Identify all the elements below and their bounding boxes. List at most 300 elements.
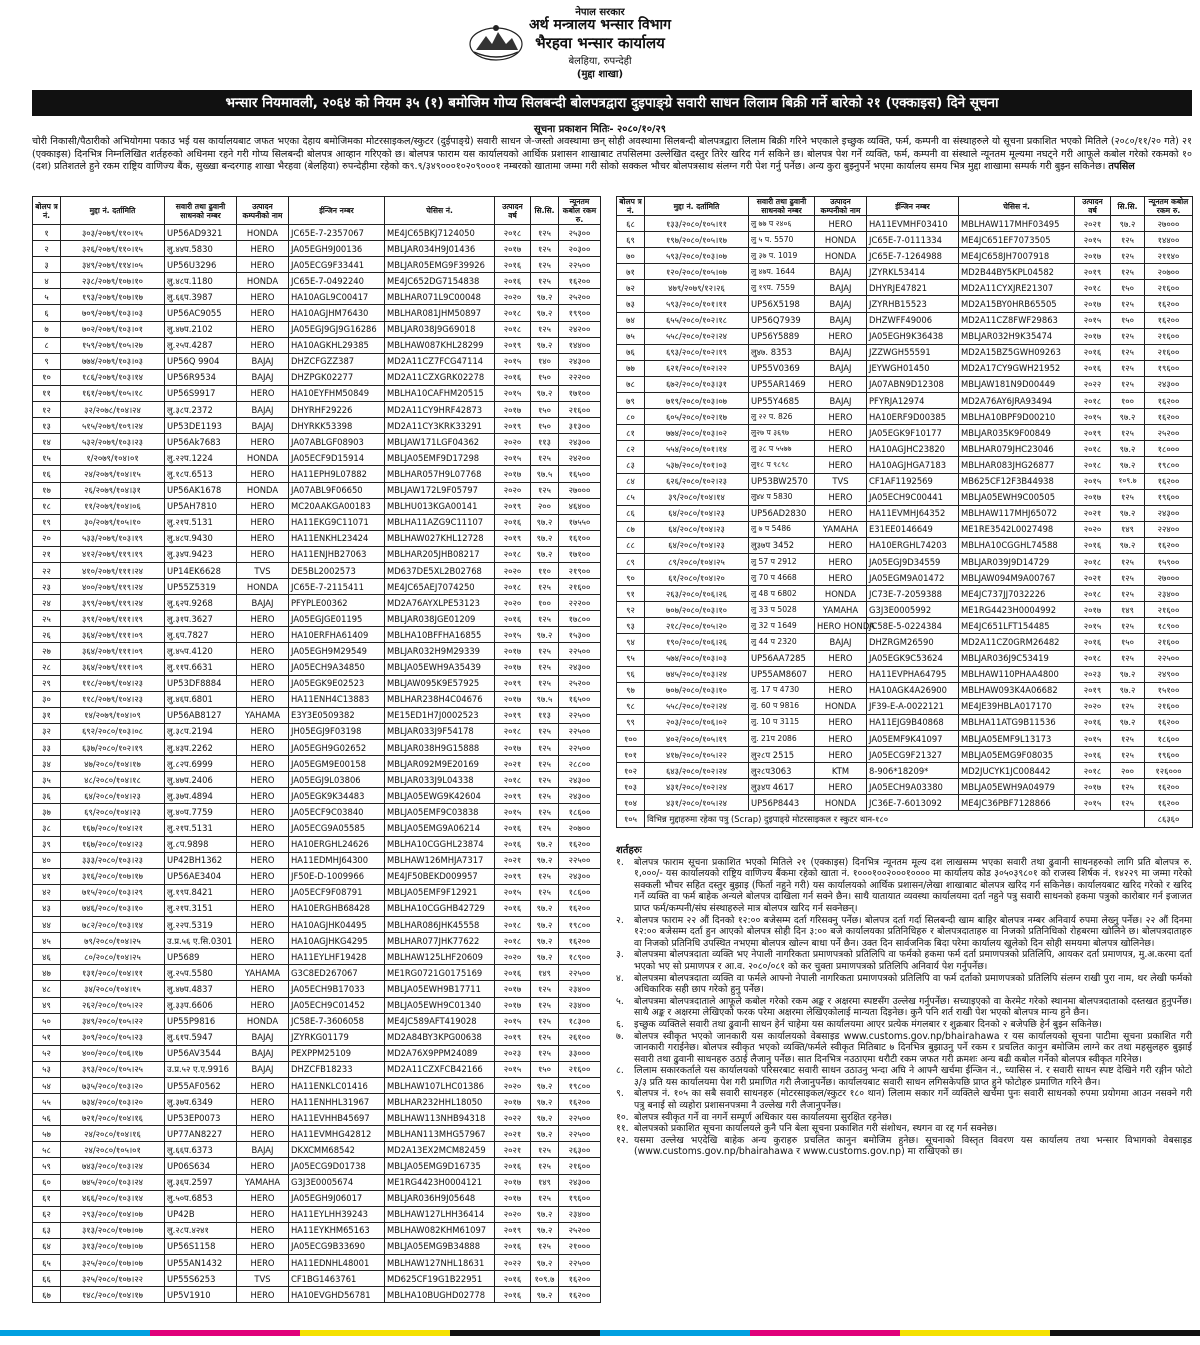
cell-engine-no: JA05ECG9F21327 xyxy=(867,747,959,763)
table-row xyxy=(617,537,1193,553)
condition-item xyxy=(616,857,1192,915)
cell-min-bid: १९९०० xyxy=(559,305,601,321)
cell-bid-no: १४ xyxy=(33,434,61,450)
table-row xyxy=(33,1077,601,1093)
cell-chassis-no: MD2A11CZ0GRM26482 xyxy=(959,634,1075,650)
cell-cc: ९७.२ xyxy=(531,900,559,916)
cell-chassis-no: MD2A15BZ5GWH09263 xyxy=(959,344,1075,360)
cell-bid-no: ४२ xyxy=(33,884,61,900)
cell-bid-no: ४७ xyxy=(33,965,61,981)
cell-min-bid: १६२०० xyxy=(559,1094,601,1110)
cell-engine-no: JA05ECH9A34850 xyxy=(289,659,385,675)
cell-year: २०१६ xyxy=(495,836,531,852)
column-header-engine-no: ईन्जिन नम्बर xyxy=(289,197,385,225)
cell-bid-no: ५० xyxy=(33,1013,61,1029)
cell-maker: HERO xyxy=(237,1190,289,1206)
table-row xyxy=(33,949,601,965)
cell-maker: BAJAJ xyxy=(237,1061,289,1077)
cell-bid-no: ३ xyxy=(33,257,61,273)
cell-case-no: ५३७/२०८०/१०१।०३ xyxy=(645,457,749,473)
cell-engine-no: HA10EYFHM50849 xyxy=(289,385,385,401)
cell-vehicle-no: लु.४८प.9430 xyxy=(165,530,237,546)
cell-cc: १२५ xyxy=(1111,650,1145,666)
cell-cc: ११३ xyxy=(531,434,559,450)
cell-year: २०२३ xyxy=(495,1045,531,1061)
table-row xyxy=(617,553,1193,569)
cell-year: २०१६ xyxy=(495,1287,531,1303)
cell-vehicle-no: लु.२१प.3151 xyxy=(165,900,237,916)
cell-engine-no: JC36E-7-6013092 xyxy=(867,795,959,811)
cell-year: २०१८ xyxy=(1075,393,1111,409)
cell-year: २०१७ xyxy=(495,997,531,1013)
cell-maker: BAJAJ xyxy=(237,1029,289,1045)
cell-engine-no: HA10AGJHC23820 xyxy=(867,441,959,457)
cell-year: २०१५ xyxy=(1075,232,1111,248)
table-row xyxy=(617,505,1193,521)
cell-cc: ९७.२ xyxy=(531,385,559,401)
cell-min-bid: २४३०० xyxy=(559,353,601,369)
table-row xyxy=(33,1045,601,1061)
cell-cc: १५० xyxy=(1111,312,1145,328)
column-header-cc: सि.सि. xyxy=(531,197,559,225)
cell-maker: HERO xyxy=(237,241,289,257)
cell-maker: YAMAHA xyxy=(237,1174,289,1190)
cell-year: २०१८ xyxy=(495,917,531,933)
cell-min-bid: २४२०० xyxy=(559,450,601,466)
cell-vehicle-no: लु ४७प. 1644 xyxy=(749,264,815,280)
cell-case-no: ३०३/२०७९/११०।१५ xyxy=(61,225,165,241)
cell-min-bid: १८६०० xyxy=(559,884,601,900)
table-row xyxy=(33,965,601,981)
cell-case-no: ३२५/२०८०/१०७।०७ xyxy=(61,1255,165,1271)
cell-bid-no: ११ xyxy=(33,385,61,401)
cell-vehicle-no: लु 70 प 4668 xyxy=(749,570,815,586)
cell-chassis-no: MBLJA05EMG9B34888 xyxy=(385,1238,495,1254)
cell-cc: ९७.२ xyxy=(531,949,559,965)
cell-bid-no: ५४ xyxy=(33,1077,61,1093)
color-swatch xyxy=(1050,1330,1200,1336)
cell-engine-no: HA10AGJHGA7183 xyxy=(867,457,959,473)
cell-chassis-no: MD2A76AYXLPE53123 xyxy=(385,595,495,611)
cell-engine-no: JA05EGH9K36438 xyxy=(867,328,959,344)
cell-engine-no: PEXPPM25109 xyxy=(289,1045,385,1061)
cell-maker: HERO xyxy=(815,650,867,666)
cell-vehicle-no: लु२८प 2515 xyxy=(749,747,815,763)
cell-case-no: ५७४/२०८०/१०३।०३ xyxy=(645,650,749,666)
cell-case-no: ३४/२०८०/१०४।१५ xyxy=(61,981,165,997)
cell-engine-no: JA05ECG9D01738 xyxy=(289,1158,385,1174)
cell-chassis-no: MBLHAR086JHK45558 xyxy=(385,917,495,933)
cell-case-no: ११८/२०७९/१०४।२३ xyxy=(61,691,165,707)
cell-min-bid: २०७०० xyxy=(559,820,601,836)
cell-maker: BAJAJ xyxy=(237,369,289,385)
cell-cc: १२५ xyxy=(531,804,559,820)
cell-cc: १२५ xyxy=(531,611,559,627)
cell-min-bid: १८९०० xyxy=(1145,618,1193,634)
cell-engine-no: HA10AGK4A26900 xyxy=(867,682,959,698)
cell-bid-no: १०२ xyxy=(617,763,645,779)
cell-year: २०१८ xyxy=(495,225,531,241)
cell-year: २०१९ xyxy=(495,530,531,546)
cell-vehicle-no: लु ५ प. 5570 xyxy=(749,232,815,248)
section-name: (मुद्दा शाखा) xyxy=(576,69,624,80)
cell-case-no: ७८२/२०८०/१०३।१४ xyxy=(61,917,165,933)
cell-chassis-no: ME4JC651EF7073505 xyxy=(959,232,1075,248)
cell-min-bid: २४३०० xyxy=(1145,376,1193,392)
cell-vehicle-no: लु 48 प 6802 xyxy=(749,586,815,602)
cell-chassis-no: MBLJAR038J9G69018 xyxy=(385,321,495,337)
cell-maker: HERO xyxy=(237,1126,289,1142)
cell-min-bid: १८९०० xyxy=(559,949,601,965)
condition-item xyxy=(616,949,1192,972)
cell-cc: ९७.२ xyxy=(531,337,559,353)
cell-min-bid: १७५५० xyxy=(559,514,601,530)
cell-vehicle-no: UP56R9534 xyxy=(165,369,237,385)
cell-cc: १२५ xyxy=(531,241,559,257)
cell-chassis-no: MBLHAW127LHH36414 xyxy=(385,1206,495,1222)
cell-year: २०१५ xyxy=(495,450,531,466)
condition-item xyxy=(616,1065,1192,1088)
cell-bid-no: ५७ xyxy=(33,1126,61,1142)
cell-vehicle-no: UP55Y4685 xyxy=(749,393,815,409)
cell-engine-no: HA11EJG9B40868 xyxy=(867,714,959,730)
cell-cc: ९७.२ xyxy=(531,1206,559,1222)
cell-engine-no: HA11ENH4C13883 xyxy=(289,691,385,707)
cell-case-no: ७३४/२०८०/१०३।२० xyxy=(61,1094,165,1110)
cell-min-bid: १६५०० xyxy=(559,691,601,707)
column-header-maker: उत्पादन कम्पनीको नाम xyxy=(237,197,289,225)
table-row xyxy=(33,530,601,546)
table-row xyxy=(33,1174,601,1190)
cell-year: २०१७ xyxy=(495,691,531,707)
cell-vehicle-no: लु२७ प ३६९७ xyxy=(749,425,815,441)
cell-vehicle-no: UP55AR1469 xyxy=(749,376,815,392)
cell-engine-no: HA10ERGHL74203 xyxy=(867,537,959,553)
cell-case-no: २४/२०८०/१०५।०१ xyxy=(61,1142,165,1158)
table-row xyxy=(617,731,1193,747)
table-row xyxy=(617,344,1193,360)
cell-year: २०१७ xyxy=(1075,248,1111,264)
cell-min-bid: २१६०० xyxy=(1145,634,1193,650)
cell-maker: BAJAJ xyxy=(815,634,867,650)
table-row xyxy=(617,409,1193,425)
column-header-chassis-no: चेसिस नं. xyxy=(385,197,495,225)
cell-year: २०१५ xyxy=(495,1061,531,1077)
cell-engine-no: JC65E-7-2357067 xyxy=(289,225,385,241)
cell-chassis-no: MD2A11CY9HRF42873 xyxy=(385,402,495,418)
cell-vehicle-no: लु.४३प.2262 xyxy=(165,740,237,756)
cell-chassis-no: MBLHA10CGGHL23874 xyxy=(385,836,495,852)
cell-year: २०१९ xyxy=(495,418,531,434)
cell-chassis-no: MBLJAW095K9E57925 xyxy=(385,675,495,691)
cell-vehicle-no: लु.३८प.2194 xyxy=(165,723,237,739)
cell-chassis-no: ME15ED1H7J0002523 xyxy=(385,707,495,723)
cell-vehicle-no: लु.४७प.2406 xyxy=(165,772,237,788)
cell-vehicle-no: UP56AE3404 xyxy=(165,868,237,884)
cell-min-bid: २१६०० xyxy=(559,579,601,595)
cell-chassis-no: ME1RG4423H0004121 xyxy=(385,1174,495,1190)
cell-maker: HERO xyxy=(815,779,867,795)
cell-year: २०२० xyxy=(1075,698,1111,714)
cell-chassis-no: MD2JUCYK1JC008442 xyxy=(959,763,1075,779)
cell-min-bid: १८००० xyxy=(1145,441,1193,457)
cell-engine-no: HA10AGJHM76430 xyxy=(289,305,385,321)
cell-bid-no: १०० xyxy=(617,731,645,747)
cell-maker: HERO xyxy=(237,675,289,691)
cell-year: २०२२ xyxy=(495,1255,531,1271)
cell-min-bid: २२५०० xyxy=(559,740,601,756)
cell-min-bid: २२२०० xyxy=(559,369,601,385)
cell-min-bid: १५३०० xyxy=(559,627,601,643)
cell-year: २०२० xyxy=(495,1206,531,1222)
cell-vehicle-no: लु ७७ प २४०६ xyxy=(749,216,815,232)
cell-engine-no: HA11ENJHB27063 xyxy=(289,546,385,562)
intro-tail: तपसिल xyxy=(1108,161,1135,173)
table-row xyxy=(617,714,1193,730)
cell-engine-no: JA05ECH9C00441 xyxy=(867,489,959,505)
cell-vehicle-no: UP56AD2830 xyxy=(749,505,815,521)
cell-maker: HERO xyxy=(237,900,289,916)
cell-year: २०१७ xyxy=(495,643,531,659)
cell-engine-no: JA05EGM9A01472 xyxy=(867,570,959,586)
cell-chassis-no: MBLJA05EWH9A35439 xyxy=(385,659,495,675)
cell-bid-no: ४८ xyxy=(33,981,61,997)
vehicle-table-right xyxy=(616,196,1193,828)
cell-engine-no: JC65E-7-0111334 xyxy=(867,232,959,248)
cell-maker: HONDA xyxy=(237,273,289,289)
cell-bid-no: ४३ xyxy=(33,900,61,916)
cell-case-no: १/२०७९/१०४।०१ xyxy=(61,450,165,466)
color-swatch xyxy=(900,1330,1050,1336)
column-header-vehicle-no: सवारी तथा ढुवानी साधनको नम्बर xyxy=(749,197,815,216)
cell-case-no: ४७/२०८०/१०४।१७ xyxy=(61,756,165,772)
cell-cc: १२५ xyxy=(1111,553,1145,569)
table-row xyxy=(617,586,1193,602)
table-row xyxy=(617,650,1193,666)
cell-min-bid: २११४० xyxy=(1145,248,1193,264)
cell-bid-no: २९ xyxy=(33,675,61,691)
cell-min-bid: २३४०० xyxy=(559,997,601,1013)
cell-bid-no: १ xyxy=(33,225,61,241)
cell-min-bid: २५२०० xyxy=(559,1222,601,1238)
cell-maker: HONDA xyxy=(815,698,867,714)
cell-case-no: ७१५/२०८०/१०३।२९ xyxy=(61,884,165,900)
condition-number: ५. xyxy=(616,995,624,1007)
cell-vehicle-no: UP55AF0562 xyxy=(165,1077,237,1093)
cell-min-bid: २२५०० xyxy=(559,1255,601,1271)
cell-case-no: १४८/२०८०/१०४।१७ xyxy=(61,1287,165,1303)
cell-bid-no: ६६ xyxy=(33,1271,61,1287)
cell-case-no: ४००/२०७९/११९।२४ xyxy=(61,579,165,595)
condition-text: बोलपत्रमा बोलपत्रदाताले आफूले कबोल गरेको रकम अङ्क र अक्षरमा स्पष्टसँग उल्लेख गर्नुपर्नेछ। सच्याइएको वा केरमेट गरेको स्थानमा बोलपत्रदाताको दस्तखत हुनुपर्नेछ। साथै अङ्क र अक्षरमा लेखिएको फरक परेमा अक्षरमा लेखिएकोलाई मान्यता दिइनेछ। कुनै पनि शर्त राखी पेश भएको बोलपत्र मान्य हुने छैन। xyxy=(634,995,1192,1019)
cell-cc: ११३ xyxy=(531,707,559,723)
ministry-name: अर्थ मन्त्रालय भन्सार विभाग xyxy=(528,17,672,33)
column-header-maker: उत्पादन कम्पनीको नाम xyxy=(815,197,867,216)
condition-number: ३. xyxy=(616,949,624,961)
cell-case-no: ६७२/२०८०/१०३।३१ xyxy=(645,376,749,392)
cell-vehicle-no: लु 44 प 2320 xyxy=(749,634,815,650)
table-row xyxy=(33,1158,601,1174)
table-row xyxy=(33,611,601,627)
cell-chassis-no: MBLJAW171LGF04362 xyxy=(385,434,495,450)
cell-chassis-no: ME4JC65AEJ7074250 xyxy=(385,579,495,595)
cell-year: २०१९ xyxy=(495,1222,531,1238)
cell-bid-no: ५१ xyxy=(33,1029,61,1045)
cell-bid-no: ३१ xyxy=(33,707,61,723)
cell-chassis-no: MBLJAR034H9J01436 xyxy=(385,241,495,257)
cell-year: २०१७ xyxy=(495,740,531,756)
cell-min-bid: २५२०० xyxy=(559,289,601,305)
cell-chassis-no: MBLHA10BFFHA16855 xyxy=(385,627,495,643)
cell-chassis-no: MBLHAR071L9C00048 xyxy=(385,289,495,305)
cell-cc: १२५ xyxy=(531,643,559,659)
intro-paragraph xyxy=(32,136,1192,174)
cell-case-no: ७०९/२०७९/१०३।०३ xyxy=(61,305,165,321)
cell-maker: HERO xyxy=(237,949,289,965)
cell-maker: BAJAJ xyxy=(237,1142,289,1158)
cell-case-no: ३१३/२०८०/१०७।०७ xyxy=(61,1222,165,1238)
cell-maker: BAJAJ xyxy=(237,595,289,611)
cell-min-bid: २२४०० xyxy=(1145,521,1193,537)
cell-year: २०१९ xyxy=(1075,264,1111,280)
cell-maker: HERO xyxy=(237,981,289,997)
cell-min-bid: २२५०० xyxy=(559,723,601,739)
cell-bid-no: ८८ xyxy=(617,537,645,553)
table-row xyxy=(33,337,601,353)
cell-cc: ११० xyxy=(531,562,559,578)
cell-maker: HERO xyxy=(815,425,867,441)
cell-case-no: २४/२०८०/१०४।१६ xyxy=(61,1126,165,1142)
cell-maker: TVS xyxy=(237,1271,289,1287)
cell-cc: ९७.२ xyxy=(1111,441,1145,457)
cell-maker: HERO xyxy=(815,505,867,521)
cell-year: २०१७ xyxy=(1075,602,1111,618)
cell-year: २०१८ xyxy=(1075,280,1111,296)
cell-engine-no: PFYRJA12974 xyxy=(867,393,959,409)
cell-engine-no: DHZCFB18233 xyxy=(289,1061,385,1077)
table-row xyxy=(617,698,1193,714)
cell-cc: १२५ xyxy=(531,1238,559,1254)
table-row xyxy=(33,627,601,643)
cell-vehicle-no: UP56U3296 xyxy=(165,257,237,273)
cell-engine-no: HA10ERGHB68428 xyxy=(289,900,385,916)
cell-cc: ९७.२ xyxy=(531,305,559,321)
cell-maker: HERO xyxy=(815,570,867,586)
cell-chassis-no: MBLJA05EMG9F08035 xyxy=(959,747,1075,763)
cell-case-no: ६३७/२०८०/१०२।१९ xyxy=(61,740,165,756)
cell-case-no: ६२१/२०८०/१०२।२२ xyxy=(645,360,749,376)
cell-year: २०१५ xyxy=(1075,618,1111,634)
cell-year: २०१६ xyxy=(1075,747,1111,763)
table-row xyxy=(617,795,1193,811)
cell-year: २०१७ xyxy=(495,1174,531,1190)
cell-engine-no: JC58E-7-3606058 xyxy=(289,1013,385,1029)
table-row xyxy=(33,579,601,595)
cell-year: २०१६ xyxy=(1075,634,1111,650)
cell-cc: १५० xyxy=(531,369,559,385)
table-row-scrap xyxy=(617,811,1193,827)
table-row xyxy=(33,1013,601,1029)
cell-cc: १२५ xyxy=(531,225,559,241)
cell-bid-no: ३६ xyxy=(33,788,61,804)
cell-cc: १२५ xyxy=(1111,376,1145,392)
cell-min-bid: २४३०० xyxy=(559,1174,601,1190)
cell-year: २०१७ xyxy=(495,981,531,997)
cell-year: २०१५ xyxy=(495,385,531,401)
cell-vehicle-no: लु.६६प.6373 xyxy=(165,1142,237,1158)
cell-maker: YAHAMA xyxy=(237,965,289,981)
cell-cc: १२५ xyxy=(1111,489,1145,505)
table-row xyxy=(33,643,601,659)
cell-vehicle-no: लु.६६प.3987 xyxy=(165,289,237,305)
cell-min-bid: १९८०० xyxy=(1145,457,1193,473)
cell-maker: BAJAJ xyxy=(815,360,867,376)
cell-scrap-description: विभिन्न मुद्दाहरुमा रहेका पत्रु (Scrap) दुइपाङ्ग्रे मोटरसाइकल र स्कुटर थान-१८० xyxy=(645,811,1145,827)
cell-year: २०१५ xyxy=(495,1013,531,1029)
cell-min-bid: १२६००० xyxy=(1145,763,1193,779)
cell-chassis-no: MD2A76AY6JRA93494 xyxy=(959,393,1075,409)
cell-engine-no: JA05EGJ9L03806 xyxy=(289,772,385,788)
cell-year: २०१९ xyxy=(495,337,531,353)
table-row xyxy=(617,328,1193,344)
cell-chassis-no: MBLHAW125LHF20609 xyxy=(385,949,495,965)
cell-chassis-no: MD2A84BY3KPG00638 xyxy=(385,1029,495,1045)
column-header-bid-no: बोलप त्र नं. xyxy=(617,197,645,216)
cell-year: २०२० xyxy=(495,1077,531,1093)
cell-year: २०१८ xyxy=(495,546,531,562)
cell-year: २०२० xyxy=(495,949,531,965)
cell-min-bid: २३४०० xyxy=(1145,586,1193,602)
table-row xyxy=(33,482,601,498)
cell-min-bid: २४३०० xyxy=(559,868,601,884)
color-swatch xyxy=(450,1330,600,1336)
table-row xyxy=(33,772,601,788)
column-header-case-no: मुद्दा नं. दर्तामिति xyxy=(645,197,749,216)
cell-bid-no: ९३ xyxy=(617,618,645,634)
cell-engine-no: HA11EYKHM65163 xyxy=(289,1222,385,1238)
cell-chassis-no: MBLJAW094M9A00767 xyxy=(959,570,1075,586)
cell-case-no: ५३३/२०७९/१०३।१९ xyxy=(61,530,165,546)
cell-maker: HERO xyxy=(237,1110,289,1126)
cell-vehicle-no: UP53EP0073 xyxy=(165,1110,237,1126)
cell-year: २०१७ xyxy=(1075,328,1111,344)
cell-year: २०१६ xyxy=(495,369,531,385)
cell-min-bid: २१६०० xyxy=(1145,344,1193,360)
table-row xyxy=(617,425,1193,441)
condition-number: ७. xyxy=(616,1030,624,1042)
cell-min-bid: १९८०० xyxy=(559,917,601,933)
cell-case-no: ६४/२०८०/१०४।२३ xyxy=(645,505,749,521)
column-header-bid-no: बोलप त्र नं. xyxy=(33,197,61,225)
cell-year: २०१८ xyxy=(1075,650,1111,666)
cell-maker: HONDA xyxy=(237,1013,289,1029)
column-header-engine-no: ईन्जिन नम्बर xyxy=(867,197,959,216)
column-header-chassis-no: चेसिस नं. xyxy=(959,197,1075,216)
cell-vehicle-no: लु.४५प.4120 xyxy=(165,643,237,659)
table-row xyxy=(617,264,1193,280)
cell-min-bid: १७८०० xyxy=(559,611,601,627)
cell-year: २०१७ xyxy=(1075,779,1111,795)
cell-min-bid: २०७०० xyxy=(1145,264,1193,280)
column-header-vehicle-no: सवारी तथा ढुवानी साधनको नम्बर xyxy=(165,197,237,225)
cell-vehicle-no: UP55S6253 xyxy=(165,1271,237,1287)
column-header-year: उत्पादन वर्ष xyxy=(1075,197,1111,216)
cell-cc: ९७.२ xyxy=(531,546,559,562)
cell-bid-no: ४ xyxy=(33,273,61,289)
table-row xyxy=(33,257,601,273)
cell-case-no: ७१९/२०८०/१०३।०७ xyxy=(645,393,749,409)
cell-vehicle-no: UP56P8443 xyxy=(749,795,815,811)
